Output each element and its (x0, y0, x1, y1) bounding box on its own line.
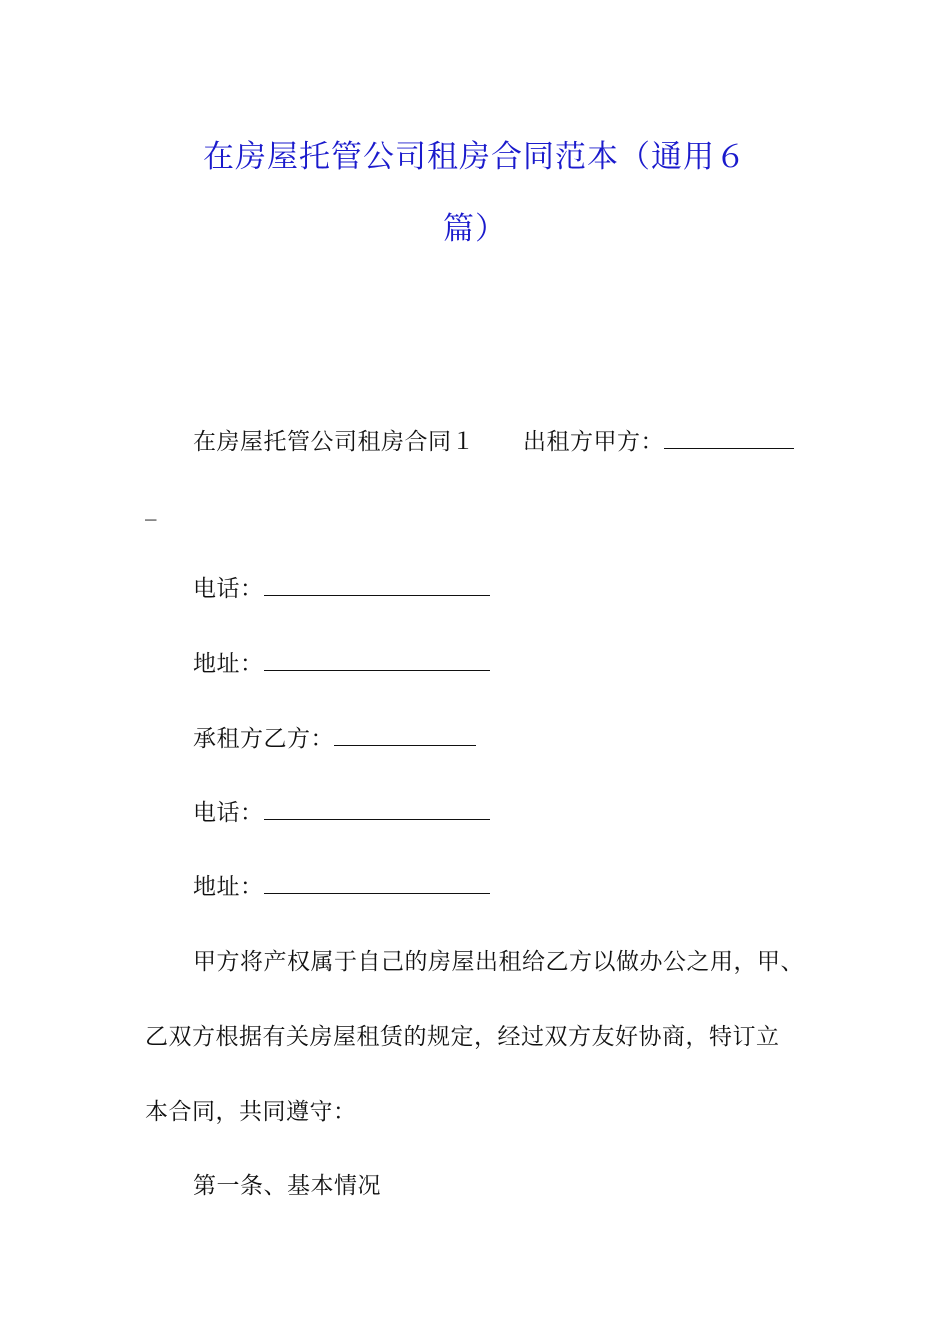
lessee-label: 承租方乙方： (193, 726, 334, 752)
lessee-address-row (193, 868, 490, 901)
lessor-address-row (193, 645, 490, 678)
document-title-line-2: 篇） (443, 211, 507, 247)
phone-blank (264, 575, 490, 596)
contract-heading-row (193, 423, 794, 456)
paragraph-line-2: 乙双方根据有关房屋租赁的规定，经过双方友好协商，特订立 (145, 1024, 780, 1050)
lessee-blank (334, 725, 476, 746)
lessor-blank (664, 428, 794, 449)
address-blank (264, 873, 490, 894)
phone-blank (264, 799, 490, 820)
document-title-line-1: 在房屋托管公司租房合同范本（通用６ (203, 139, 747, 175)
lessor-phone-row (193, 570, 490, 603)
trailing-mark: _ (145, 495, 157, 521)
lessee-row (193, 720, 476, 753)
address-blank (264, 650, 490, 671)
paragraph-line-3: 本合同，共同遵守： (145, 1099, 357, 1125)
address-label: 地址： (193, 874, 264, 900)
phone-label: 电话： (193, 576, 264, 602)
lessor-label: 出租方甲方： (523, 429, 664, 455)
article-1-heading: 第一条、基本情况 (193, 1173, 381, 1199)
contract-heading: 在房屋托管公司租房合同１ (193, 429, 475, 455)
phone-label: 电话： (193, 800, 264, 826)
address-label: 地址： (193, 651, 264, 677)
lessee-phone-row (193, 794, 490, 827)
paragraph-line-1: 甲方将产权属于自己的房屋出租给乙方以做办公之用，甲、 (193, 949, 804, 975)
